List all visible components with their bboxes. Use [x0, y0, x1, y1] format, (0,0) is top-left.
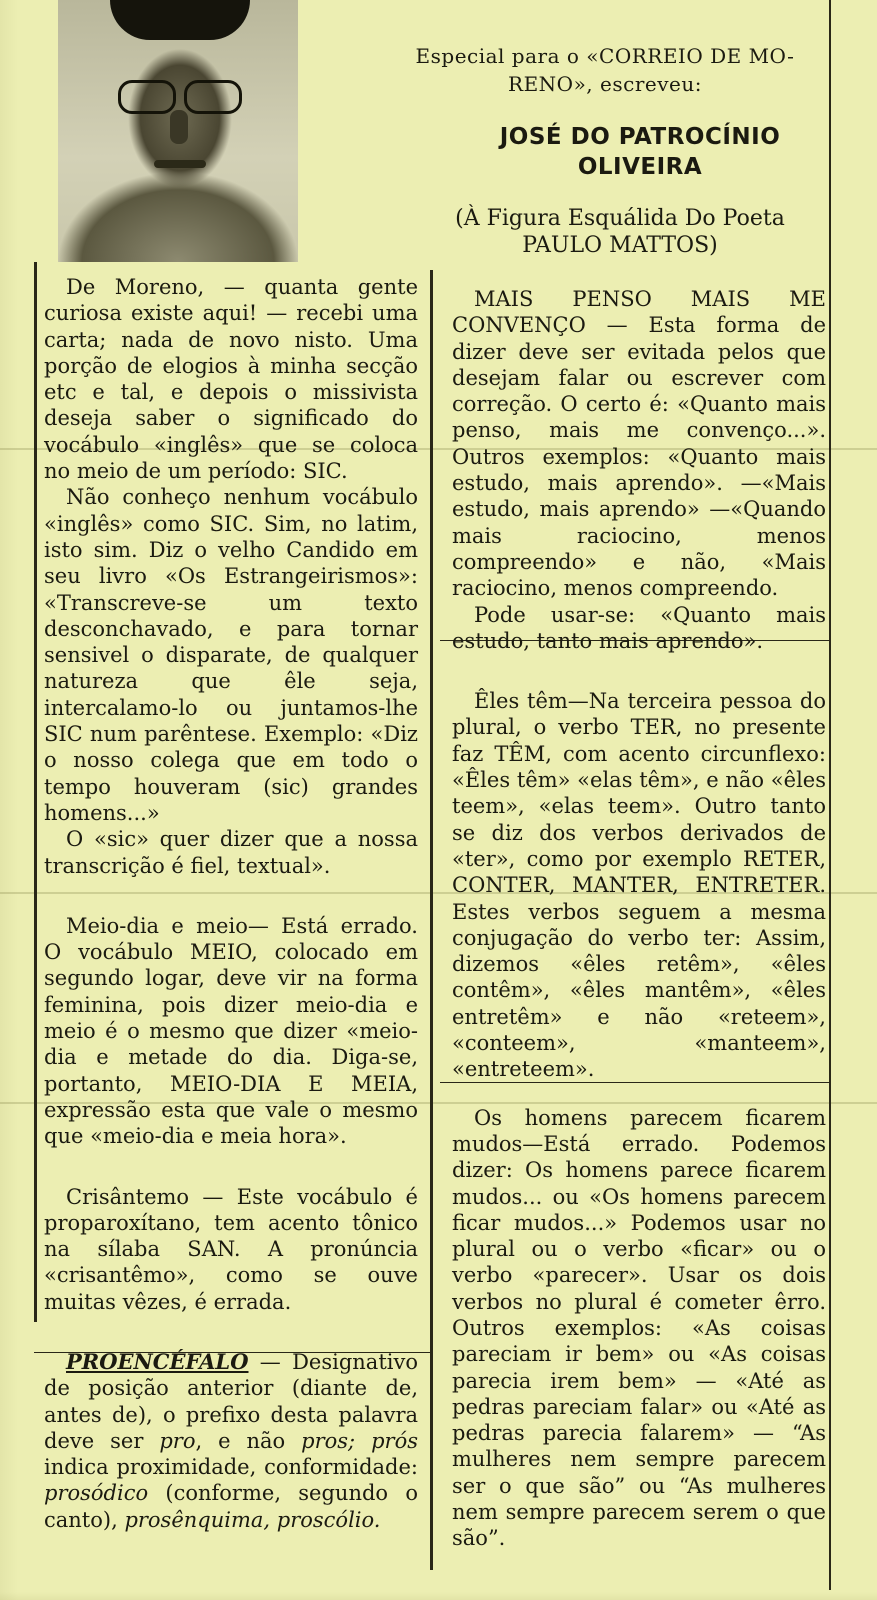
- right-column: [452, 286, 826, 1552]
- author-line1: JOSÉ DO PATROCÍNIO: [499, 124, 781, 150]
- author-line2: OLIVEIRA: [577, 154, 703, 180]
- photo-hair: [110, 0, 250, 40]
- spacer: [44, 1150, 418, 1184]
- spacer: [44, 879, 418, 913]
- paragraph-sic-explanation: Não conheço nenhum vocábulo «inglês» como SIC. Sim, no latim, isto sim. Diz o velho Candido em seu livro «Os Estrangeirismos»: «Transcreve-se um texto desconchavado, e para tornar sensivel o disparate, de qualquer natureza que êle seja, intercalamo-lo ou juntamos-lhe SIC num parêntese. Exemplo: «Diz o nosso colega que em todo o tempo houveram (sic) grandes homens...»: [44, 485, 418, 825]
- paragraph-sic-letter: De Moreno, — quanta gente curiosa existe aqui! — recebi uma carta; nada de novo nisto. Uma porção de elogios à minha secção etc e tal, e depois o missivista deseja saber o significado do vocábulo «inglês» que se coloca no meio de um período: SIC.: [44, 275, 418, 484]
- byline-line2: RENO», escreveu:: [508, 72, 702, 96]
- proencefalo-text-c: indica proximidade, conformidade:: [44, 1455, 418, 1480]
- proencefalo-heading: PROENCÉFALO: [66, 1348, 249, 1374]
- photo-mouth: [154, 160, 206, 168]
- paragraph-homens-parecem: Os homens parecem ficarem mudos—Está errado. Podemos dizer: Os homens parece ficarem mudos... ou «Os homens parecem ficar mudos...» Podemos usar no plural ou o verbo «ficar» ou o verbo «parecer». Usar os dois verbos no plural é cometer êrro. Outros exemplos: «As coisas pareciam ir bem» ou «As coisas parecia irem bem» — «Até as pedras pareciam falar» ou «Até as pedras parecia falarem» — “As mulheres nem sempre parecem ser o que são” ou “As mulheres nem sempre parecem serem o que são”.: [452, 1105, 826, 1551]
- paragraph-proencefalo: [44, 1349, 418, 1533]
- spacer: [452, 1083, 826, 1105]
- photo-lens: [118, 80, 176, 114]
- author-photo: [58, 0, 298, 262]
- dedication-line1: (À Figura Esquálida Do Poeta: [455, 206, 785, 231]
- author-name: [460, 122, 820, 182]
- paragraph-sic-meaning: O «sic» quer dizer que a nossa transcrição é fiel, textual».: [44, 827, 418, 878]
- column-divider: [430, 270, 433, 1570]
- paragraph-eles-tem: Êles têm—Na terceira pessoa do plural, o verbo TER, no presente faz TÊM, com acento circunflexo: «Êles têm» «elas têm», e não «êles teem», «elas teem». Outro tanto se diz dos verbos derivados de «ter», como por exemplo RETER, CONTER, MANTER, ENTRETER. Estes verbos seguem a mesma conjugação do verbo ter: Assim, dizemos «êles retêm», «êles contêm», «êles mantêm», «êles entretêm» e não «reteem», «conteem», «manteem», «entreteem».: [452, 689, 826, 1082]
- photo-glasses: [118, 80, 242, 110]
- proencefalo-pros: pros; prós: [301, 1428, 418, 1453]
- proencefalo-prosodico: prosódico: [44, 1481, 149, 1506]
- proencefalo-text-b: , e não: [195, 1428, 302, 1453]
- paragraph-mais-penso: MAIS PENSO MAIS ME CONVENÇO — Esta forma de dizer deve ser evitada pelos que desejam falar ou escrever com correção. O certo é: «Quanto mais penso, mais me convenço...». Outros exemplos: «Quanto mais estudo, mais aprendo». —«Mais estudo, mais aprendo» —«Quando mais raciocino, menos compreendo» e não, «Mais raciocino, menos compreendo.: [452, 287, 826, 601]
- proencefalo-text-d: (conforme, segundo o canto),: [44, 1481, 418, 1532]
- dedication-line2: PAULO MATTOS): [522, 233, 718, 258]
- photo-nose: [170, 110, 188, 144]
- proencefalo-end: prosênquima, proscólio.: [124, 1507, 381, 1532]
- left-column: [44, 274, 418, 1533]
- byline-line1: Especial para o «CORREIO DE MO-: [415, 44, 795, 68]
- paragraph-meio-dia: Meio-dia e meio— Está errado. O vocábulo MEIO, colocado em segundo logar, deve vir na forma feminina, pois dizer meio-dia e meio é o mesmo que dizer «meio-dia e metade do dia. Diga-se, portanto, MEIO-DIA E MEIA, expressão esta que vale o mesmo que «meio-dia e meia hora».: [44, 913, 418, 1149]
- spacer: [452, 654, 826, 688]
- proencefalo-text-a: — Designativo de posição anterior (diante de, antes de), o prefixo desta palavra deve ser: [44, 1349, 418, 1453]
- spacer: [44, 1315, 418, 1349]
- byline: [380, 42, 830, 98]
- paragraph-crisantemo: Crisântemo — Este vocábulo é proparoxítano, tem acento tônico na sílaba SAN. A pronúncia «crisantêmo», como se ouve muitas vêzes, é errada.: [44, 1184, 418, 1314]
- photo-lens: [184, 80, 242, 114]
- paragraph-quanto-mais: Pode usar-se: «Quanto mais estudo, tanto mais aprendo».: [452, 602, 826, 653]
- dedication: [410, 205, 830, 259]
- left-border-rule: [34, 262, 37, 1322]
- proencefalo-pro: pro: [159, 1428, 196, 1453]
